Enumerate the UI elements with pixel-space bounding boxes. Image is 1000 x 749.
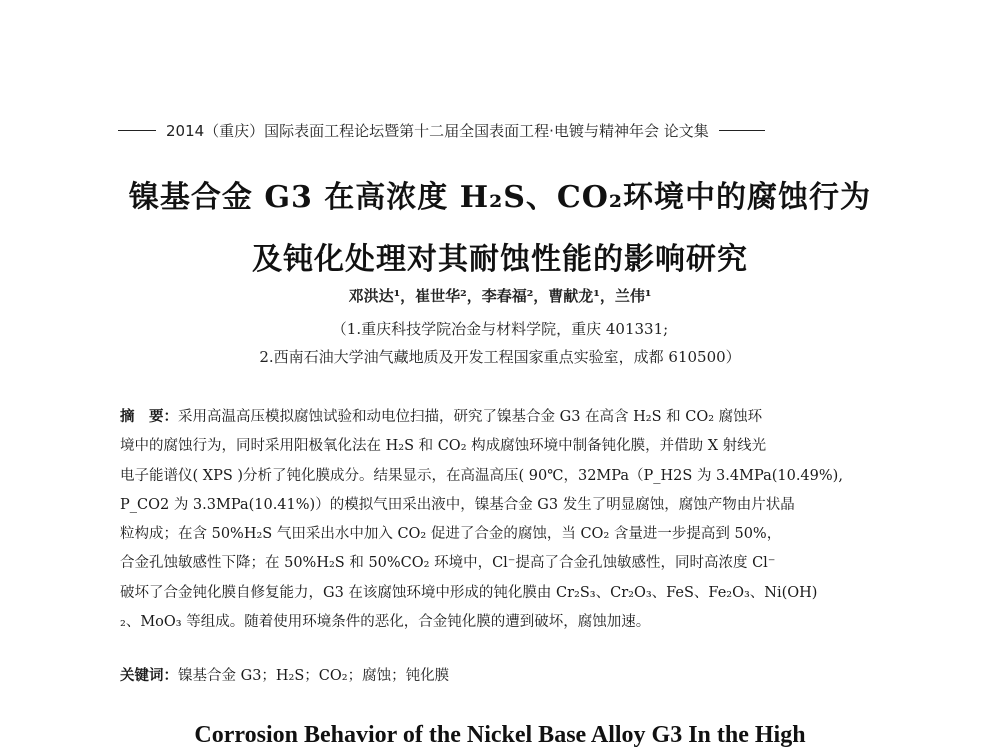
paper-title-line-1: 镍基合金 G3 在高浓度 H₂S、CO₂环境中的腐蚀行为	[128, 180, 872, 215]
abstract-label: 摘 要：	[120, 409, 178, 425]
affiliation-1: （1.重庆科技学院冶金与材料学院，重庆 401331;	[331, 320, 669, 338]
abstract-line: ₂、MoO₃ 等组成。随着使用环境条件的恶化，合金钝化膜的遭到破坏，腐蚀加速。	[120, 614, 651, 631]
abstract-line: 电子能谱仪( XPS )分析了钝化膜成分。结果显示，在高温高压( 90℃，32MPa（P_H2S 为 3.4MPa(10.49%),	[120, 467, 843, 484]
keywords-label: 关键词：	[120, 668, 178, 684]
affiliation-2: 2.西南石油大学油气藏地质及开发工程国家重点实验室，成都 610500）	[259, 348, 741, 366]
abstract-line: 粒构成；在含 50%H₂S 气田采出水中加入 CO₂ 促进了合金的腐蚀，当 CO₂ 含量进一步提高到 50%，	[120, 526, 782, 543]
english-title: Corrosion Behavior of the Nickel Base Alloy G3 In the High	[194, 722, 806, 748]
abstract-line: 合金孔蚀敏感性下降；在 50%H₂S 和 50%CO₂ 环境中，Cl⁻提高了合金孔蚀敏感性，同时高浓度 Cl⁻	[120, 555, 776, 572]
header-rule-right	[719, 130, 765, 131]
running-header	[118, 120, 863, 141]
abstract-line: P_CO2 为 3.3MPa(10.41%)）的模拟气田采出液中，镍基合金 G3 发生了明显腐蚀，腐蚀产物由片状晶	[120, 496, 795, 513]
conference-header: 2014（重庆）国际表面工程论坛暨第十二届全国表面工程·电镀与精神年会 论文集	[166, 122, 709, 140]
keywords	[120, 664, 449, 685]
abstract-line	[120, 403, 872, 432]
header-rule-left	[118, 130, 156, 131]
keywords-text: 镍基合金 G3；H₂S；CO₂；腐蚀；钝化膜	[178, 668, 450, 684]
abstract	[120, 403, 872, 637]
abstract-text: 采用高温高压模拟腐蚀试验和动电位扫描，研究了镍基合金 G3 在高含 H₂S 和 CO₂ 腐蚀环	[178, 409, 763, 425]
abstract-line: 破坏了合金钝化膜自修复能力，G3 在该腐蚀环境中形成的钝化膜由 Cr₂S₃、Cr₂O₃、FeS、Fe₂O₃、Ni(OH)	[120, 584, 818, 601]
paper-title-line-2: 及钝化处理对其耐蚀性能的影响研究	[252, 242, 748, 277]
abstract-line: 境中的腐蚀行为，同时采用阳极氧化法在 H₂S 和 CO₂ 构成腐蚀环境中制备钝化膜，并借助 X 射线光	[120, 438, 767, 455]
author-list: 邓洪达¹，崔世华²，李春福²，曹献龙¹，兰伟¹	[348, 287, 652, 305]
